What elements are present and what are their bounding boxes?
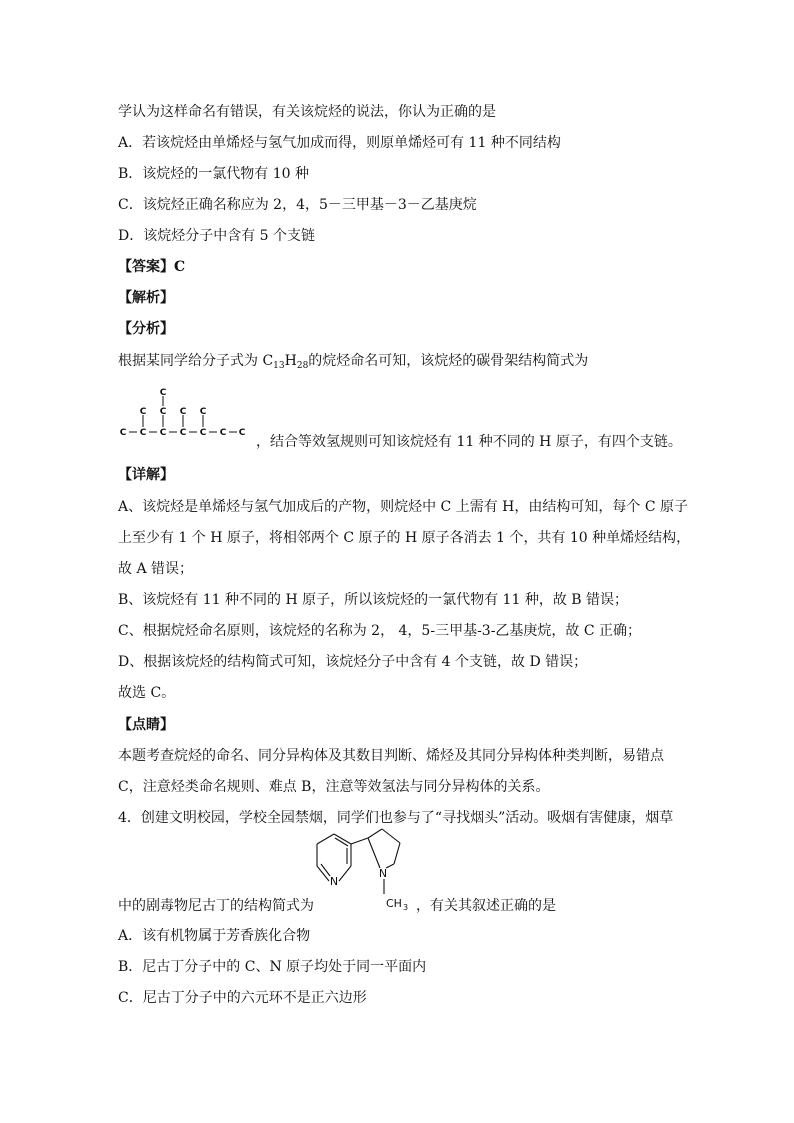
answer-label: 【答案】C: [118, 259, 186, 275]
atom-c: C: [139, 428, 147, 438]
atom-c: C: [179, 407, 187, 417]
analysis-pre: 根据某同学给分子式为 C: [118, 353, 274, 369]
comment-line: 本题考查烷烃的命名、同分异构体及其数目判断、烯烃及其同分异构体种类判断，易错点: [118, 748, 664, 764]
xiangjie-heading: 【详解】: [118, 467, 174, 483]
detail-line: A、该烷烃是单烯烃与氢气加成后的产物，则烷烃中 C 上需有 H，由结构可知，每个 C 原子: [118, 499, 688, 515]
option-c: C．该烷烃正确名称应为 2，4，5－三甲基－3－乙基庚烷: [118, 197, 477, 213]
option-b: B．该烷烃的一氯代物有 10 种: [118, 166, 310, 182]
nicotine-pyrrolidine-n: N: [378, 867, 388, 880]
question-4-structure-post: ，有关其叙述正确的是: [416, 898, 556, 914]
formula-sub-28: 28: [296, 361, 309, 371]
dianjing-heading: 【点睛】: [118, 717, 174, 733]
q4-option-b: B．尼古丁分子中的 C、N 原子均处于同一平面内: [118, 959, 427, 975]
question-4-stem: 4．创建文明校园，学校全园禁烟，同学们也参与了“寻找烟头”活动。吸烟有害健康，烟草: [118, 810, 674, 826]
fenxi-heading: 【分析】: [118, 321, 174, 337]
atom-c: C: [179, 428, 187, 438]
detail-line: C、根据烷烃命名原则，该烷烃的名称为 2， 4，5-三甲基-3-乙基庚烷，故 C 正确；: [118, 623, 642, 639]
atom-c: C: [199, 407, 207, 417]
detail-line: 故选 C。: [118, 685, 176, 701]
question-4-structure-pre: 中的剧毒物尼古丁的结构简式为: [118, 898, 314, 914]
nicotine-methyl-label: CH: [386, 897, 402, 910]
carbon-skeleton-diagram: [118, 384, 248, 444]
option-d: D．该烷烃分子中含有 5 个支链: [118, 228, 316, 244]
question-intro: 学认为这样命名有错误，有关该烷烃的说法，你认为正确的是: [118, 104, 496, 120]
atom-c: C: [119, 428, 127, 438]
structure-tail-text: ，结合等效氢规则可知该烷烃有 11 种不同的 H 原子，有四个支链。: [256, 434, 682, 450]
detail-line: 上至少有 1 个 H 原子，将相邻两个 C 原子的 H 原子各消去 1 个，共有 10 种单烯烃结构，: [118, 530, 691, 546]
option-a: A．若该烷烃由单烯烃与氢气加成而得，则原单烯烃可有 11 种不同结构: [118, 135, 561, 151]
analysis-post: 的烷烃命名可知，该烷烃的碳骨架结构简式为: [308, 353, 589, 369]
detail-line: B、该烷烃有 11 种不同的 H 原子，所以该烷烃的一氯代物有 11 种，故 B 错误；: [118, 592, 629, 608]
atom-c: C: [159, 428, 167, 438]
analysis-text: [118, 352, 588, 370]
atom-c: C: [159, 407, 167, 417]
q4-option-c: C．尼古丁分子中的六元环不是正六边形: [118, 990, 367, 1006]
formula-h: H: [284, 353, 297, 369]
nicotine-structure-diagram: [306, 826, 430, 918]
formula-sub-13: 13: [273, 361, 285, 371]
atom-c: C: [139, 407, 147, 417]
atom-c: C: [238, 428, 246, 438]
nicotine-methyl-sub: 3: [403, 903, 409, 912]
atom-c: C: [199, 428, 207, 438]
nicotine-pyridine-n: N: [329, 875, 339, 888]
detail-line: D、根据该烷烃的结构简式可知，该烷烃分子中含有 4 个支链，故 D 错误；: [118, 654, 588, 670]
jiexi-heading: 【解析】: [118, 290, 174, 306]
detail-line: 故 A 错误；: [118, 561, 194, 577]
comment-line: C，注意烃类命名规则、难点 B，注意等效氢法与同分异构体的关系。: [118, 779, 550, 795]
q4-option-a: A．该有机物属于芳香族化合物: [118, 928, 311, 944]
atom-c: C: [159, 388, 167, 398]
atom-c: C: [219, 428, 227, 438]
